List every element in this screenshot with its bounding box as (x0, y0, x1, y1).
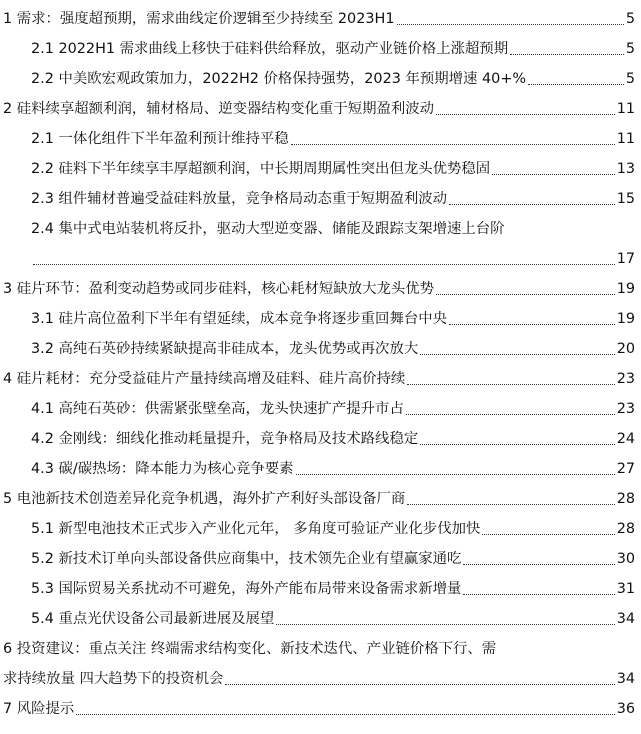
toc-entry-page-number: 5 (625, 11, 635, 27)
toc-entry-title: 5.1 新型电池技术正式步入产业化元年， 多角度可验证产业化步伐加快 (31, 521, 481, 537)
toc-entry-page-number: 23 (616, 401, 635, 417)
toc-entry[interactable] (3, 304, 635, 334)
dot-leader (436, 294, 615, 295)
toc-entry-page-number: 28 (616, 521, 635, 537)
toc-entry-page-number: 34 (616, 671, 635, 687)
dot-leader (528, 84, 624, 85)
dot-leader (406, 414, 615, 415)
dot-leader (463, 594, 614, 595)
dot-leader (436, 114, 615, 115)
toc-entry-title: 3.2 高纯石英砂持续紧缺提高非硅成本，龙头优势或再次放大 (31, 341, 419, 357)
toc-entry-page-number: 5 (625, 41, 635, 57)
toc-entry-title: 6 投资建议：重点关注 终端需求结构变化、新技术迭代、产业链价格下行、需 (3, 641, 497, 657)
dot-leader (482, 534, 614, 535)
toc-entry-title: 4.2 金刚线：细线化推动耗量提升，竞争格局及技术路线稳定 (31, 431, 419, 447)
dot-leader (449, 204, 615, 205)
toc-entry-title: 4.3 碳/碳热场：降本能力为核心竞争要素 (31, 461, 294, 477)
dot-leader (225, 684, 614, 685)
dot-leader (510, 54, 624, 55)
toc-entry-title: 3 硅片环节：盈利变动趋势或同步硅料，核心耗材短缺放大龙头优势 (3, 281, 435, 297)
toc-entry[interactable] (3, 484, 635, 514)
dot-leader (276, 624, 614, 625)
dot-leader (420, 354, 614, 355)
toc-entry[interactable] (3, 94, 635, 124)
toc-entry[interactable] (3, 274, 635, 304)
toc-entry[interactable] (3, 124, 635, 154)
dot-leader (296, 474, 615, 475)
toc-entry-title: 2.3 组件辅材普遍受益硅料放量，竞争格局动态重于短期盈利波动 (31, 191, 448, 207)
toc-entry-page-number: 5 (625, 71, 635, 87)
toc-entry-title: 2.4 集中式电站装机将反扑，驱动大型逆变器、储能及跟踪支架增速上台阶 (31, 221, 505, 237)
toc-entry-page-number: 30 (616, 551, 635, 567)
dot-leader (463, 564, 614, 565)
toc-entry-title: 2.2 硅料下半年续享丰厚超额利润，中长期周期属性突出但龙头优势稳固 (31, 161, 491, 177)
toc-entry-page-number: 11 (616, 101, 635, 117)
toc-entry-title: 2 硅料续享超额利润，辅材格局、逆变器结构变化重于短期盈利波动 (3, 101, 435, 117)
toc-entry[interactable] (3, 154, 635, 184)
toc-entry[interactable] (3, 604, 635, 634)
toc-entry[interactable] (3, 394, 635, 424)
toc-entry[interactable] (3, 214, 635, 274)
dot-leader (492, 174, 615, 175)
toc-entry[interactable] (3, 634, 635, 694)
toc-entry[interactable] (3, 544, 635, 574)
toc-entry-page-number: 20 (616, 341, 635, 357)
toc-entry-page-number: 15 (616, 191, 635, 207)
toc-entry-title: 4.1 高纯石英砂：供需紧张壁垒高，龙头快速扩产提升市占 (31, 401, 404, 417)
toc-entry[interactable] (3, 34, 635, 64)
toc-entry[interactable] (3, 424, 635, 454)
dot-leader (76, 714, 614, 715)
toc-entry[interactable] (3, 4, 635, 34)
toc-entry-title-continued: 求持续放量 四大趋势下的投资机会 (3, 671, 224, 687)
toc-entry-title: 4 硅片耗材：充分受益硅片产量持续高增及硅料、硅片高价持续 (3, 371, 406, 387)
dot-leader (407, 504, 614, 505)
toc-entry[interactable] (3, 334, 635, 364)
dot-leader (407, 384, 614, 385)
toc-entry-page-number: 27 (616, 461, 635, 477)
toc-entry[interactable] (3, 514, 635, 544)
toc-entry-page-number: 36 (616, 701, 635, 717)
dot-leader (420, 444, 614, 445)
toc-entry-title: 2.2 中美欧宏观政策加力，2022H2 价格保持强势，2023 年预期增速 40+% (31, 71, 527, 87)
toc-entry[interactable] (3, 364, 635, 394)
toc-entry-title: 2.1 2022H1 需求曲线上移快于硅料供给释放，驱动产业链价格上涨超预期 (31, 41, 509, 57)
toc-entry[interactable] (3, 64, 635, 94)
toc-entry-page-number: 19 (616, 281, 635, 297)
toc-entry[interactable] (3, 184, 635, 214)
toc-entry-title: 5 电池新技术创造差异化竞争机遇，海外扩产利好头部设备厂商 (3, 491, 406, 507)
dot-leader (449, 324, 615, 325)
dot-leader (397, 24, 624, 25)
toc-entry-page-number: 24 (616, 431, 635, 447)
toc-entry-page-number: 11 (616, 131, 635, 147)
toc-entry-page-number: 34 (616, 611, 635, 627)
toc-entry-page-number: 19 (616, 311, 635, 327)
toc-entry-page-number: 31 (616, 581, 635, 597)
toc-entry-title: 3.1 硅片高位盈利下半年有望延续，成本竞争将逐步重回舞台中央 (31, 311, 448, 327)
dot-leader (291, 144, 615, 145)
toc-entry-title: 1 需求：强度超预期，需求曲线定价逻辑至少持续至 2023H1 (3, 11, 395, 27)
toc-entry[interactable] (3, 574, 635, 604)
toc-entry-page-number: 28 (616, 491, 635, 507)
toc-entry-title: 5.2 新技术订单向头部设备供应商集中，技术领先企业有望赢家通吃 (31, 551, 462, 567)
toc-entry-page-number: 13 (616, 161, 635, 177)
toc-entry[interactable] (3, 454, 635, 484)
toc-entry-title: 7 风险提示 (3, 701, 75, 717)
toc-entry[interactable] (3, 694, 635, 724)
toc-entry-title: 5.3 国际贸易关系扰动不可避免，海外产能布局带来设备需求新增量 (31, 581, 462, 597)
dot-leader (33, 264, 615, 265)
toc-entry-title: 2.1 一体化组件下半年盈利预计维持平稳 (31, 131, 289, 147)
toc-entry-title: 5.4 重点光伏设备公司最新进展及展望 (31, 611, 275, 627)
toc-entry-page-number: 17 (616, 251, 635, 267)
toc-entry-page-number: 23 (616, 371, 635, 387)
